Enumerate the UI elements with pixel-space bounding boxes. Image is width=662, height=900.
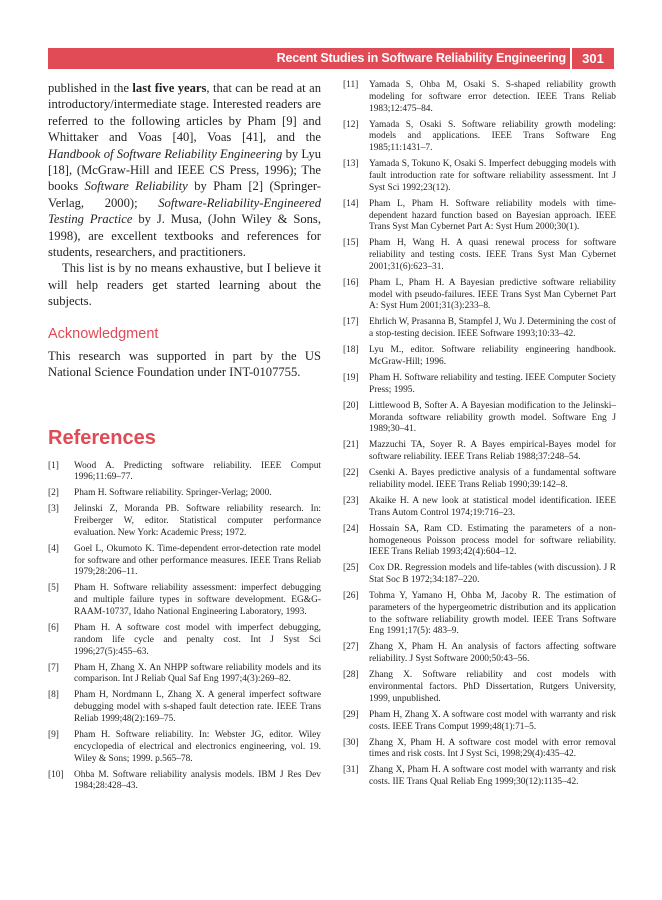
acknowledgment-text: This research was supported in part by the US National Science Foundation under INT-0107755. [48, 348, 321, 380]
reference-number: [25] [343, 563, 359, 574]
reference-number: [17] [343, 317, 359, 328]
reference-item [48, 770, 321, 794]
running-title: Recent Studies in Software Reliability Engineering [276, 51, 566, 65]
reference-number: [2] [48, 488, 59, 499]
reference-number: [18] [343, 345, 359, 356]
reference-text: Pham H. Software reliability. In: Webster JG, editor. Wiley encyclopedia of electrical and electronics engineering, vol. 19. Wiley & Sons; 1999. p.565–78. [74, 729, 321, 764]
reference-text: Pham H, Nordmann L, Zhang X. A general imperfect software debugging model with s-shaped fault detection rate. IEEE Trans Reliab 1999;48(2):169–75. [74, 690, 321, 724]
reference-item [48, 690, 321, 725]
reference-text: Pham L, Pham H. A Bayesian predictive software reliability model with pseudo-failures. IEEE Trans Syst Man Cybernet Part A: Syst Hum 2001;31(3):233–8. [369, 277, 616, 312]
body-paragraph-2: This list is by no means exhaustive, but I believe it will help readers get started learning about the subjects. [48, 261, 321, 309]
reference-item [48, 583, 321, 618]
reference-number: [11] [343, 80, 359, 90]
reference-text: Pham H. Software reliability and testing. IEEE Computer Society Press; 1995. [369, 373, 616, 395]
reference-text: Pham H, Wang H. A quasi renewal process for software reliability and testing costs. IEEE Trans Syst Man Cybernet 2001;31(6):623–31. [369, 238, 616, 272]
reference-item [343, 642, 616, 666]
reference-list-right [343, 80, 616, 789]
reference-list-left [48, 461, 321, 794]
reference-item [48, 544, 321, 579]
reference-item [343, 670, 616, 705]
reference-item [48, 504, 321, 539]
reference-item [48, 730, 321, 765]
reference-item [343, 401, 616, 436]
p1-bold-1: last five years [132, 81, 207, 95]
reference-text: Pham H, Zhang X. An NHPP software reliability models and its comparison. Int J Reliab Qual Saf Eng 1997;4(3):269–82. [74, 662, 321, 685]
reference-number: [8] [48, 690, 59, 701]
reference-text: Wood A. Predicting software reliability. IEEE Comput 1996;11:69–77. [74, 460, 321, 483]
reference-item [343, 278, 616, 313]
p1-text-5: by J. Musa, (John Wiley & Sons, 1998), are excellent textbooks and references for students, researchers, and practitioners. [48, 212, 321, 260]
reference-text: Goel L, Okumoto K. Time-dependent error-detection rate model for software and other performance measures. IEEE Trans Reliab 1979;28:206–11. [74, 543, 321, 578]
running-header [48, 48, 614, 69]
reference-number: [24] [343, 523, 359, 534]
reference-text: Tohma Y, Yamano H, Ohba M, Jacoby R. The estimation of parameters of the hypergeometric distribution and its application to the software reliability growth model. IEEE Trans Software Eng 1991;17(5): 483–9. [369, 591, 616, 637]
acknowledgment-heading: Acknowledgment [48, 325, 159, 342]
p1-text-2: , that can be read at an introductory/intermediate stage. Interested readers are referred to the following articles by Pham [9] and Whittaker and Voas [40], Voas [41], and the [48, 81, 321, 145]
reference-text: Cox DR. Regression models and life-tables (with discussion). J R Stat Soc B 1972;34:187–220. [369, 563, 616, 586]
reference-item [343, 710, 616, 734]
reference-item [343, 345, 616, 369]
reference-item [343, 238, 616, 273]
reference-number: [29] [343, 709, 359, 720]
reference-item [48, 461, 321, 485]
reference-item [343, 563, 616, 587]
reference-text: Ohba M. Software reliability analysis models. IBM J Res Dev 1984;28:428–43. [74, 769, 321, 792]
right-column [343, 80, 616, 793]
p1-italic-3: Software-Reliability-Engineered Testing Practice [48, 195, 321, 227]
reference-text: Pham H. A software cost model with imperfect debugging, random life cycle and penalty cost. Int J Syst Sci 1996;27(5):455–63. [74, 623, 321, 657]
references-heading: References [48, 426, 156, 449]
reference-text: Hossain SA, Ram CD. Estimating the parameters of a non-homogeneous Poisson process model for software reliability. IEEE Trans Reliab 1993;42(4):604–12. [369, 523, 616, 558]
reference-item [343, 765, 616, 789]
reference-text: Pham H. Software reliability assessment: imperfect debugging and multiple failure types in software development. EG&G-RAAM-10737, Idaho National Engineering Laboratory, 1993. [74, 583, 321, 618]
reference-number: [4] [48, 543, 59, 554]
reference-number: [7] [48, 662, 59, 673]
reference-number: [30] [343, 737, 359, 748]
reference-text: Pham H, Zhang X. A software cost model with warranty and risk costs. IEEE Trans Comput 1999;48(1):71–5. [369, 709, 616, 732]
reference-item [343, 468, 616, 492]
reference-text: Lyu M., editor. Software reliability engineering handbook. McGraw-Hill; 1996. [369, 345, 616, 368]
reference-item [48, 663, 321, 687]
left-column [48, 80, 321, 797]
reference-item [343, 317, 616, 341]
reference-text: Zhang X, Pham H. An analysis of factors affecting software reliability. J Syst Software 2000;50:43–56. [369, 642, 616, 665]
reference-number: [20] [343, 400, 359, 411]
reference-item [343, 496, 616, 520]
p1-text-1: published in the [48, 81, 133, 95]
reference-number: [23] [343, 495, 359, 506]
p1-text-4: by Pham [2] (Springer-Verlag, 2000); [48, 179, 321, 210]
reference-number: [6] [48, 623, 59, 633]
p1-text-3: by Lyu [18], (McGraw-Hill and IEEE CS Press, 1996); The books [48, 146, 322, 194]
reference-text: Ehrlich W, Prasanna B, Stampfel J, Wu J. Determining the cost of a stop-testing decision. IEEE Software 1993;10:33–42. [369, 317, 616, 340]
reference-text: Zhang X. Software reliability and cost models with environmental factors. PhD Dissertation, Rutgers University, 1999, unpublished. [369, 670, 616, 704]
reference-number: [10] [48, 769, 64, 780]
reference-item [343, 159, 616, 194]
reference-text: Zhang X, Pham H. A software cost model with warranty and risk costs. IIE Trans Qual Reliab Eng 1999;30(12):1135–42. [369, 765, 616, 788]
reference-number: [3] [48, 504, 59, 515]
reference-text: Jelinski Z, Moranda PB. Software reliability research. In: Freiberger W, editor. Statistical computer performance evaluation. New York: Academic Press; 1972. [74, 504, 321, 538]
reference-item [48, 623, 321, 658]
reference-item [343, 120, 616, 155]
reference-number: [28] [343, 670, 359, 681]
reference-number: [14] [343, 198, 359, 209]
reference-item [343, 373, 616, 397]
reference-number: [31] [343, 765, 359, 776]
reference-number: [26] [343, 591, 359, 602]
reference-number: [9] [48, 729, 59, 740]
reference-text: Pham L, Pham H. Software reliability models with time-dependent hazard function based on Bayesian approach. IEEE Trans Syst Man Cybernet Part A: Syst Hum 2000;30(1). [369, 198, 616, 233]
reference-text: Zhang X, Pham H. A software cost model with error removal times and risk costs. Int J Syst Sci, 1998;29(4):435–42. [369, 737, 616, 760]
reference-item [343, 738, 616, 762]
reference-item [343, 80, 616, 115]
reference-item [343, 524, 616, 559]
body-paragraph-1 [48, 80, 321, 260]
reference-item [343, 199, 616, 234]
reference-item [343, 591, 616, 638]
reference-number: [15] [343, 238, 359, 249]
p1-italic-2: Software Reliability [84, 179, 188, 194]
reference-text: Csenki A. Bayes predictive analysis of a fundamental software reliability model. IEEE Trans Reliab 1990;39:142–8. [369, 468, 616, 490]
reference-number: [27] [343, 642, 359, 653]
reference-text: Yamada S, Tokuno K, Osaki S. Imperfect debugging models with fault introduction rate for software reliability assessment. Int J Syst Sci 1992;23(12). [369, 159, 616, 193]
reference-number: [5] [48, 583, 59, 594]
reference-text: Littlewood B, Softer A. A Bayesian modification to the Jelinski–Moranda software reliability growth model. Software Eng J 1989;30–41. [369, 400, 616, 435]
reference-text: Pham H. Software reliability. Springer-Verlag; 2000. [74, 488, 272, 499]
p1-italic-1: Handbook of Software Reliability Engineering [48, 146, 283, 161]
reference-text: Yamada S, Osaki S. Software reliability growth modeling: models and applications. IEEE Trans Software Eng 1985;11:1431–7. [369, 119, 616, 154]
reference-text: Mazzuchi TA, Soyer R. A Bayes empirical-Bayes model for software reliability. IEEE Trans Reliab 1988;37:248–54. [369, 440, 616, 463]
reference-number: [1] [48, 460, 59, 471]
reference-item [343, 440, 616, 464]
reference-number: [13] [343, 159, 359, 170]
page-number: 301 [582, 51, 604, 66]
reference-number: [16] [343, 277, 359, 288]
reference-number: [21] [343, 440, 359, 451]
reference-text: Akaike H. A new look at statistical model identification. IEEE Trans Autom Control 1974;19:716–23. [369, 495, 616, 518]
reference-number: [22] [343, 468, 359, 479]
reference-number: [12] [343, 119, 359, 130]
reference-item [48, 488, 321, 500]
reference-text: Yamada S, Ohba M, Osaki S. S-shaped reliability growth modeling for software error detection. IEEE Trans Reliab 1983;12:475–84. [369, 80, 616, 114]
reference-number: [19] [343, 373, 359, 384]
